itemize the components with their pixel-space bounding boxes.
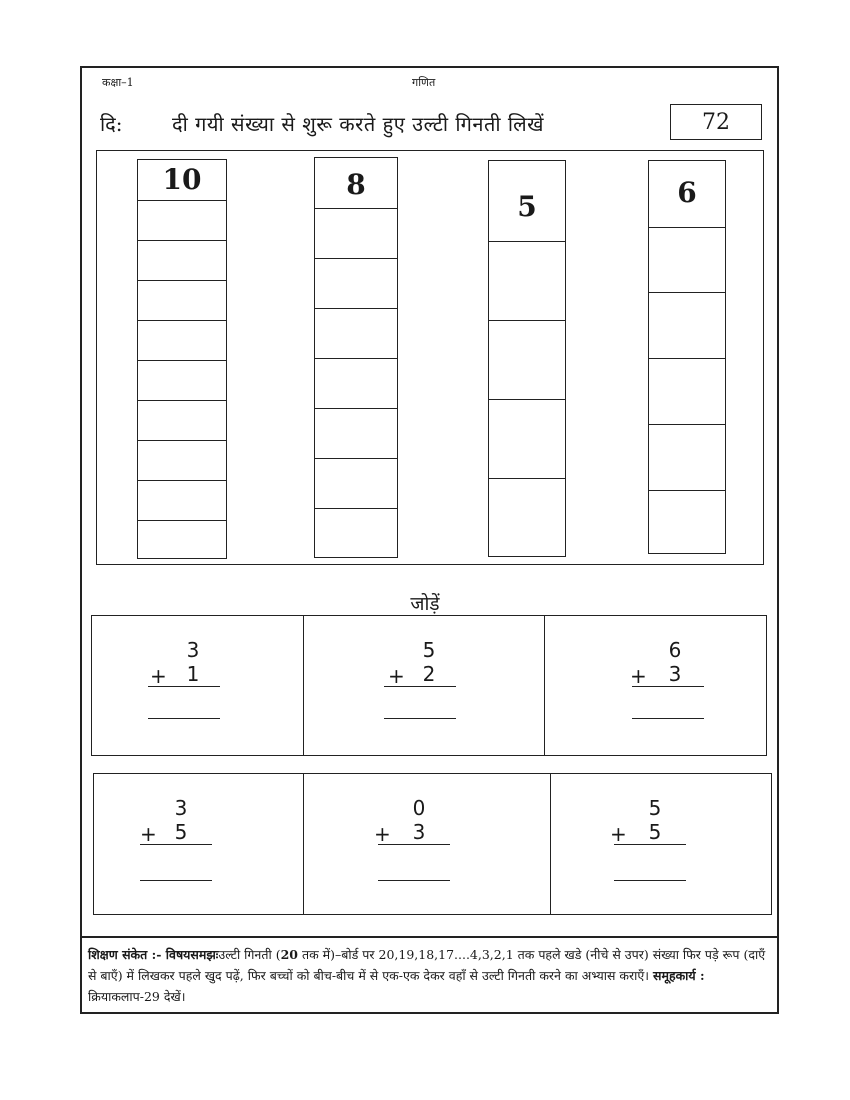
addend-top: 6 [668, 638, 682, 662]
answer-line[interactable] [632, 718, 704, 719]
addend-top: 3 [174, 796, 188, 820]
divider [544, 616, 545, 755]
plus-sign: + [388, 664, 405, 688]
countdown-column-4 [648, 160, 726, 554]
answer-cell[interactable] [138, 400, 226, 401]
addend-bottom: 5 [174, 820, 188, 844]
sum-line [614, 844, 686, 845]
notes-bold-number: 20 [280, 947, 298, 962]
column-4-start-number: 6 [677, 176, 697, 209]
notes-separator [80, 936, 779, 938]
divider [550, 774, 551, 914]
addition-row-2 [93, 773, 772, 915]
answer-cell[interactable] [649, 292, 725, 293]
addend-top: 5 [422, 638, 436, 662]
answer-cell[interactable] [489, 399, 565, 400]
answer-cell[interactable] [315, 208, 397, 209]
addend-top: 3 [186, 638, 200, 662]
answer-cell[interactable] [315, 508, 397, 509]
answer-cell[interactable] [649, 490, 725, 491]
addition-row-1 [91, 615, 767, 756]
answer-cell[interactable] [649, 358, 725, 359]
addend-bottom: 1 [186, 662, 200, 686]
answer-cell[interactable] [489, 241, 565, 242]
countdown-column-1 [137, 159, 227, 559]
answer-line[interactable] [378, 880, 450, 881]
answer-cell[interactable] [315, 408, 397, 409]
notes-label-teaching: शिक्षण संकेत :- विषयसमझः [88, 947, 219, 962]
answer-cell[interactable] [489, 320, 565, 321]
answer-cell[interactable] [315, 358, 397, 359]
subject-label: गणित [412, 76, 436, 89]
notes-text-1: उल्टी गिनती ( [218, 947, 281, 962]
answer-cell[interactable] [138, 280, 226, 281]
addend-bottom: 2 [422, 662, 436, 686]
answer-cell[interactable] [138, 440, 226, 441]
addend-bottom: 3 [668, 662, 682, 686]
teacher-notes [88, 944, 774, 1007]
countdown-column-2 [314, 157, 398, 558]
answer-cell[interactable] [138, 320, 226, 321]
answer-cell[interactable] [489, 478, 565, 479]
column-1-start-number: 10 [162, 163, 202, 196]
class-label: कक्षा–1 [102, 76, 134, 89]
addend-top: 0 [412, 796, 426, 820]
countdown-column-3 [488, 160, 566, 557]
plus-sign: + [610, 822, 627, 846]
answer-cell[interactable] [138, 200, 226, 201]
instruction-prefix: दि: [100, 112, 123, 136]
divider [303, 774, 304, 914]
addition-title: जोड़ें [410, 593, 440, 615]
answer-cell[interactable] [138, 480, 226, 481]
notes-text-3: क्रियाकलाप-29 देखें। [88, 989, 186, 1004]
answer-cell[interactable] [315, 258, 397, 259]
sum-line [384, 686, 456, 687]
addend-bottom: 3 [412, 820, 426, 844]
answer-cell[interactable] [138, 520, 226, 521]
plus-sign: + [140, 822, 157, 846]
answer-cell[interactable] [649, 424, 725, 425]
answer-line[interactable] [148, 718, 220, 719]
sum-line [632, 686, 704, 687]
notes-text-2: तक में)–बोर्ड पर 20,19,18,17....4,3,2,1 तक पहले खडे (नीचे से उपर) संख्या फिर पड़े रूप (दाएँ से बाएँ) में लिखकर पहले खुद पढ़ें, फिर बच्चों को बीच-बीच में से एक-एक देकर वहाँ से उल्टी गिनती करने का अभ्यास कराएँ। [88, 947, 766, 983]
plus-sign: + [374, 822, 391, 846]
answer-line[interactable] [140, 880, 212, 881]
addend-bottom: 5 [648, 820, 662, 844]
plus-sign: + [630, 664, 647, 688]
answer-cell[interactable] [315, 458, 397, 459]
column-3-start-number: 5 [517, 190, 537, 223]
answer-cell[interactable] [649, 227, 725, 228]
answer-cell[interactable] [138, 360, 226, 361]
plus-sign: + [150, 664, 167, 688]
instruction-text: दी गयी संख्या से शुरू करते हुए उल्टी गिनती लिखें [172, 112, 544, 136]
sum-line [148, 686, 220, 687]
answer-cell[interactable] [138, 240, 226, 241]
addend-top: 5 [648, 796, 662, 820]
sum-line [378, 844, 450, 845]
page-number: 72 [670, 104, 762, 140]
answer-line[interactable] [384, 718, 456, 719]
answer-line[interactable] [614, 880, 686, 881]
notes-label-group: समूहकार्य : [653, 968, 705, 983]
divider [303, 616, 304, 755]
answer-cell[interactable] [315, 308, 397, 309]
column-2-start-number: 8 [346, 168, 366, 201]
sum-line [140, 844, 212, 845]
